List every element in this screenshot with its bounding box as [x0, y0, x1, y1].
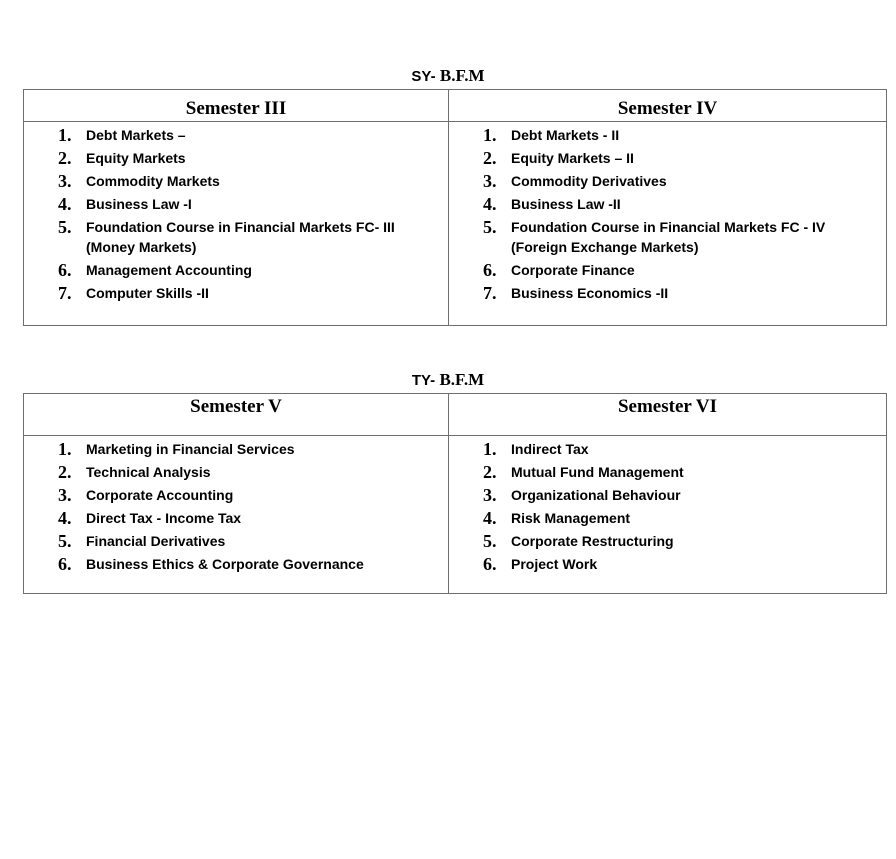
course-name: Equity Markets — [86, 150, 186, 166]
course-name: Marketing in Financial Services — [86, 441, 295, 457]
semester-iv-cell — [449, 122, 887, 326]
sy-title-prefix: SY- — [411, 68, 436, 85]
course-number: 6. — [58, 260, 72, 280]
course-name: Equity Markets – II — [511, 150, 634, 166]
course-name: Direct Tax - Income Tax — [86, 510, 242, 526]
course-item — [449, 439, 886, 462]
course-name: Project Work — [511, 556, 598, 572]
course-item — [24, 439, 448, 462]
course-item — [449, 125, 886, 148]
course-name: Debt Markets - II — [511, 127, 620, 143]
course-item — [449, 194, 886, 217]
course-item — [449, 462, 886, 485]
course-number: 7. — [58, 283, 72, 303]
course-number: 3. — [483, 171, 497, 191]
course-number: 4. — [483, 194, 497, 214]
course-item — [24, 260, 448, 283]
course-item — [449, 554, 886, 577]
course-item — [24, 508, 448, 531]
course-number: 2. — [483, 148, 497, 168]
semester-v-heading: Semester V — [24, 394, 449, 436]
course-name: Foundation Course in Financial Markets FC- III (Money Markets) — [86, 219, 395, 255]
semester-vi-course-list — [449, 436, 886, 577]
semester-iii-heading: Semester III — [24, 90, 449, 122]
course-number: 3. — [58, 171, 72, 191]
course-item — [24, 531, 448, 554]
ty-title-prefix: TY- — [411, 372, 436, 389]
course-name: Foundation Course in Financial Markets FC - IV (Foreign Exchange Markets) — [511, 219, 826, 255]
sy-course-row — [24, 122, 887, 326]
course-item — [24, 283, 448, 306]
ty-bfm-title — [0, 370, 896, 391]
course-number: 6. — [483, 554, 497, 574]
semester-iii-course-list — [24, 122, 448, 306]
course-name: Commodity Derivatives — [511, 173, 667, 189]
ty-header-row — [24, 394, 887, 436]
course-name: Business Law -I — [86, 196, 192, 212]
course-name: Business Economics -II — [511, 285, 669, 301]
semester-iv-heading: Semester IV — [449, 90, 887, 122]
course-number: 7. — [483, 283, 497, 303]
course-item — [24, 148, 448, 171]
course-item — [449, 148, 886, 171]
semester-vi-cell — [449, 436, 887, 594]
semester-v-cell — [24, 436, 449, 594]
course-item — [449, 283, 886, 306]
course-name: Commodity Markets — [86, 173, 220, 189]
course-name: Corporate Restructuring — [511, 533, 674, 549]
course-number: 1. — [58, 125, 72, 145]
course-name: Mutual Fund Management — [511, 464, 684, 480]
course-item — [449, 217, 886, 260]
sy-bfm-title — [0, 66, 896, 87]
course-name: Corporate Accounting — [86, 487, 234, 503]
course-item — [24, 194, 448, 217]
course-name: Corporate Finance — [511, 262, 635, 278]
course-item — [24, 462, 448, 485]
sy-title-main: B.F.M — [435, 66, 485, 85]
course-number: 5. — [483, 531, 497, 551]
ty-title-main: B.F.M — [435, 370, 485, 389]
course-item — [24, 217, 448, 260]
course-number: 2. — [58, 148, 72, 168]
course-number: 4. — [58, 508, 72, 528]
course-number: 3. — [483, 485, 497, 505]
course-item — [449, 260, 886, 283]
course-number: 3. — [58, 485, 72, 505]
course-name: Business Ethics & Corporate Governance — [86, 556, 364, 572]
ty-course-row — [24, 436, 887, 594]
course-name: Financial Derivatives — [86, 533, 226, 549]
course-number: 5. — [58, 217, 72, 237]
sy-header-row — [24, 90, 887, 122]
course-number: 5. — [58, 531, 72, 551]
course-item — [24, 485, 448, 508]
semester-iv-course-list — [449, 122, 886, 306]
course-item — [24, 125, 448, 148]
semester-iii-cell — [24, 122, 449, 326]
course-number: 6. — [483, 260, 497, 280]
semester-vi-heading: Semester VI — [449, 394, 887, 436]
course-number: 5. — [483, 217, 497, 237]
course-name: Computer Skills -II — [86, 285, 209, 301]
course-number: 1. — [483, 125, 497, 145]
course-name: Risk Management — [511, 510, 631, 526]
course-item — [449, 531, 886, 554]
course-name: Debt Markets – — [86, 127, 186, 143]
course-name: Management Accounting — [86, 262, 252, 278]
semester-v-course-list — [24, 436, 448, 577]
course-number: 1. — [483, 439, 497, 459]
course-name: Business Law -II — [511, 196, 621, 212]
course-number: 6. — [58, 554, 72, 574]
course-number: 2. — [483, 462, 497, 482]
ty-semester-table — [23, 393, 887, 594]
course-item — [449, 171, 886, 194]
course-item — [24, 171, 448, 194]
course-item — [449, 508, 886, 531]
course-name: Technical Analysis — [86, 464, 211, 480]
course-item — [449, 485, 886, 508]
course-number: 2. — [58, 462, 72, 482]
course-item — [24, 554, 448, 577]
course-number: 4. — [58, 194, 72, 214]
course-number: 1. — [58, 439, 72, 459]
sy-semester-table — [23, 89, 887, 326]
course-number: 4. — [483, 508, 497, 528]
course-name: Indirect Tax — [511, 441, 589, 457]
course-name: Organizational Behaviour — [511, 487, 681, 503]
